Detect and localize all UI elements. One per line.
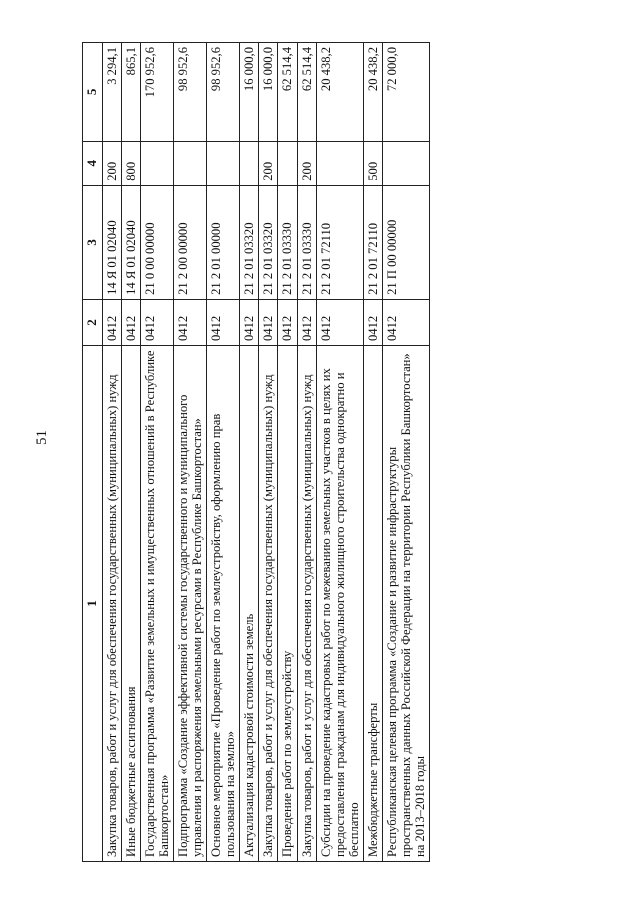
row-type xyxy=(316,141,363,185)
row-type xyxy=(173,141,206,185)
row-amount: 16 000,0 xyxy=(259,43,278,142)
row-name: Актуализация кадастровой стоимости земель xyxy=(240,346,259,862)
row-section: 0412 xyxy=(316,299,363,345)
row-amount: 16 000,0 xyxy=(240,43,259,142)
row-code: 21 2 01 00000 xyxy=(207,185,240,299)
row-code: 14 Я 01 02040 xyxy=(121,185,140,299)
row-type: 800 xyxy=(121,141,140,185)
table-row xyxy=(297,43,316,862)
row-name: Закупка товаров, работ и услуг для обеспечения государственных (муниципальных) нужд xyxy=(102,346,121,862)
row-name: Закупка товаров, работ и услуг для обеспечения государственных (муниципальных) нужд xyxy=(297,346,316,862)
page-number: 51 xyxy=(34,430,50,445)
row-type xyxy=(207,141,240,185)
row-name: Государственная программа «Развитие земельных и имущественных отношений в Республике Башкортостан» xyxy=(140,346,173,862)
row-code: 21 2 01 72110 xyxy=(316,185,363,299)
table-row xyxy=(140,43,173,862)
header-cell-5: 5 xyxy=(83,43,103,142)
row-code: 21 2 00 00000 xyxy=(173,185,206,299)
row-code: 21 2 01 03320 xyxy=(240,185,259,299)
table-row xyxy=(207,43,240,862)
row-section: 0412 xyxy=(278,299,297,345)
row-amount: 98 952,6 xyxy=(173,43,206,142)
header-cell-4: 4 xyxy=(83,141,103,185)
table-row xyxy=(259,43,278,862)
row-type xyxy=(240,141,259,185)
row-section: 0412 xyxy=(363,299,382,345)
row-code: 21 2 01 03330 xyxy=(297,185,316,299)
row-code: 21 0 00 00000 xyxy=(140,185,173,299)
row-amount: 98 952,6 xyxy=(207,43,240,142)
row-name: Подпрограмма «Создание эффективной системы государственного и муниципального управления и распоряжения земельными ресурсами в Республике Башкортостан» xyxy=(173,346,206,862)
row-amount: 170 952,6 xyxy=(140,43,173,142)
table-row xyxy=(383,43,430,862)
row-name: Проведение работ по землеустройству xyxy=(278,346,297,862)
row-type xyxy=(383,141,430,185)
table-row xyxy=(102,43,121,862)
table-row xyxy=(363,43,382,862)
row-amount: 20 438,2 xyxy=(316,43,363,142)
row-section: 0412 xyxy=(121,299,140,345)
budget-table xyxy=(82,42,430,862)
header-cell-3: 3 xyxy=(83,185,103,299)
row-code: 14 Я 01 02040 xyxy=(102,185,121,299)
row-name: Субсидии на проведение кадастровых работ по межеванию земельных участков в целях их предоставления гражданам для индивидуального жилищного строительства однократно и бесплатно xyxy=(316,346,363,862)
budget-table-container xyxy=(82,42,532,862)
row-section: 0412 xyxy=(240,299,259,345)
row-section: 0412 xyxy=(140,299,173,345)
row-section: 0412 xyxy=(383,299,430,345)
row-code: 21 2 01 03330 xyxy=(278,185,297,299)
row-code: 21 2 01 72110 xyxy=(363,185,382,299)
row-type: 200 xyxy=(102,141,121,185)
row-name: Иные бюджетные ассигнования xyxy=(121,346,140,862)
row-type xyxy=(140,141,173,185)
row-amount: 3 294,1 xyxy=(102,43,121,142)
table-row xyxy=(121,43,140,862)
header-cell-2: 2 xyxy=(83,299,103,345)
row-section: 0412 xyxy=(207,299,240,345)
row-section: 0412 xyxy=(173,299,206,345)
table-row xyxy=(173,43,206,862)
row-name: Межбюджетные трансферты xyxy=(363,346,382,862)
table-row xyxy=(316,43,363,862)
row-section: 0412 xyxy=(297,299,316,345)
row-type: 200 xyxy=(297,141,316,185)
row-name: Закупка товаров, работ и услуг для обеспечения государственных (муниципальных) нужд xyxy=(259,346,278,862)
row-type xyxy=(278,141,297,185)
row-section: 0412 xyxy=(259,299,278,345)
table-body xyxy=(102,43,430,862)
row-section: 0412 xyxy=(102,299,121,345)
row-type: 500 xyxy=(363,141,382,185)
row-name: Республиканская целевая программа «Создание и развитие инфраструктуры пространственных данных Российской Федерации на территории Республики Башкортостан» на 2013–2018 годы xyxy=(383,346,430,862)
row-amount: 62 514,4 xyxy=(297,43,316,142)
row-name: Основное мероприятие «Проведение работ по землеустройству, оформлению прав пользования на землю» xyxy=(207,346,240,862)
row-amount: 865,1 xyxy=(121,43,140,142)
header-cell-1: 1 xyxy=(83,346,103,862)
header-row xyxy=(83,43,103,862)
table-row xyxy=(278,43,297,862)
row-amount: 72 000,0 xyxy=(383,43,430,142)
row-type: 200 xyxy=(259,141,278,185)
row-amount: 20 438,2 xyxy=(363,43,382,142)
table-row xyxy=(240,43,259,862)
row-code: 21 П 00 00000 xyxy=(383,185,430,299)
row-amount: 62 514,4 xyxy=(278,43,297,142)
row-code: 21 2 01 03320 xyxy=(259,185,278,299)
